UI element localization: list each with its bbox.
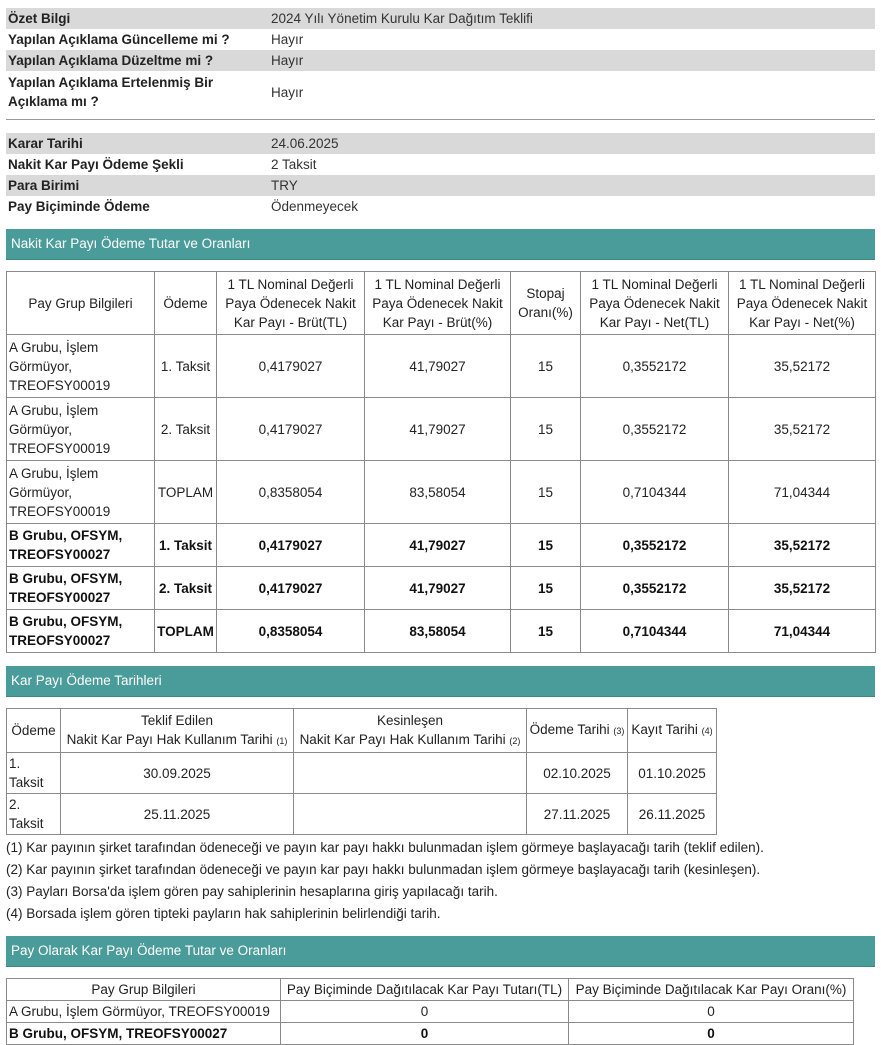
summary-row [6,29,875,50]
summary-row [6,71,875,113]
disclosure-page [6,8,875,1045]
cell-gross-pct: 83,58054 [365,610,511,653]
cell-net-pct: 71,04344 [729,461,876,524]
table-header-row [7,979,854,1001]
cell-record-date: 26.11.2025 [628,794,717,835]
cell-gross-pct: 41,79027 [365,567,511,610]
stock-dividend-table [6,978,854,1045]
footnotes [6,837,875,925]
cell-withholding: 15 [511,461,581,524]
col-header-final-top: Kesinleşen [376,712,444,728]
col-header-net-pct: 1 TL Nominal Değerli Paya Ödenecek Nakit Kar Payı - Net(%) [729,272,876,335]
cell-withholding: 15 [511,398,581,461]
cell-net-tl: 0,3552172 [581,524,729,567]
dividend-dates-table [6,708,717,835]
cell-payment: 1. Taksit [7,753,61,794]
cell-stock-amount: 0 [281,1023,569,1045]
table-row [7,1023,854,1045]
col-header-proposed [61,709,294,753]
footnote-ref: (2) [509,735,521,746]
table-row [7,398,876,461]
cell-gross-pct: 41,79027 [365,335,511,398]
cell-group: B Grubu, OFSYM, TREOFSY00027 [7,1023,281,1045]
cell-net-pct: 35,52172 [729,567,876,610]
summary-value: Hayır [267,50,875,71]
cell-net-pct: 35,52172 [729,398,876,461]
summary-row [6,50,875,71]
footnote-ref: (4) [701,726,713,736]
cell-net-pct: 35,52172 [729,524,876,567]
cell-gross-tl: 0,4179027 [217,335,365,398]
col-header-stock-amount: Pay Biçiminde Dağıtılacak Kar Payı Tutarı(TL) [281,979,569,1001]
summary-row [6,8,875,29]
decision-value: Ödenmeyecek [271,199,359,214]
cell-net-tl: 0,3552172 [581,567,729,610]
cell-group: B Grubu, OFSYM, TREOFSY00027 [7,567,155,610]
decision-row [6,175,875,196]
col-header-group: Pay Grup Bilgileri [7,272,155,335]
cell-pay-date: 02.10.2025 [527,753,628,794]
col-header-payment: Ödeme [7,709,61,753]
cell-group: A Grubu, İşlem Görmüyor, TREOFSY00019 [7,1001,281,1023]
cash-section-header: Nakit Kar Payı Ödeme Tutar ve Oranları [6,229,875,259]
table-row [7,1001,854,1023]
summary-key: Yapılan Açıklama Düzeltme mi ? [6,50,267,71]
decision-row [6,154,875,175]
summary-value: 2024 Yılı Yönetim Kurulu Kar Dağıtım Teklifi [267,8,875,29]
cell-gross-tl: 0,8358054 [217,461,365,524]
decision-key: Pay Biçiminde Ödeme [8,199,150,214]
cell-gross-pct: 41,79027 [365,524,511,567]
decision-value: TRY [267,175,875,196]
col-header-proposed-bottom [63,730,291,751]
cell-stock-rate: 0 [569,1023,854,1045]
cell-gross-tl: 0,4179027 [217,567,365,610]
decision-key: Nakit Kar Payı Ödeme Şekli [8,157,184,172]
table-header-row [7,709,717,753]
cell-payment: TOPLAM [155,610,217,653]
col-header-group: Pay Grup Bilgileri [7,979,281,1001]
cell-payment: TOPLAM [155,461,217,524]
table-row [7,794,717,835]
cell-gross-pct: 41,79027 [365,398,511,461]
cell-group: B Grubu, OFSYM, TREOFSY00027 [7,610,155,653]
summary-table [6,8,875,113]
decision-value: 24.06.2025 [267,133,875,154]
stock-section-header: Pay Olarak Kar Payı Ödeme Tutar ve Oranları [6,936,875,966]
cell-net-tl: 0,7104344 [581,461,729,524]
table-row [7,461,876,524]
table-row [7,610,876,653]
cell-payment: 2. Taksit [155,398,217,461]
cell-payment: 2. Taksit [7,794,61,835]
footnote-ref: (3) [613,726,625,736]
cell-withholding: 15 [511,524,581,567]
summary-key: Yapılan Açıklama Güncelleme mi ? [8,32,230,47]
col-header-pay-date [527,709,628,753]
cell-net-pct: 71,04344 [729,610,876,653]
footnote: (2) Kar payının şirket tarafından ödeneceği ve payın kar payı hakkı bulunmadan işlem görmeye başlayacağı tarih (kesinleşen). [6,862,761,877]
col-header-final-bottom [296,730,524,751]
cell-proposed-date: 30.09.2025 [61,753,294,794]
dates-section-header: Kar Payı Ödeme Tarihleri [6,666,875,696]
summary-key: Özet Bilgi [6,8,267,29]
table-row [7,753,717,794]
table-row [7,567,876,610]
col-header-gross-pct: 1 TL Nominal Değerli Paya Ödenecek Nakit Kar Payı - Brüt(%) [365,272,511,335]
cell-final-date [294,794,527,835]
divider [6,119,875,120]
decision-key: Para Birimi [6,175,267,196]
col-header-net-tl: 1 TL Nominal Değerli Paya Ödenecek Nakit Kar Payı - Net(TL) [581,272,729,335]
col-header-final [294,709,527,753]
cell-final-date [294,753,527,794]
cash-dividend-table [6,271,876,653]
decision-key: Karar Tarihi [6,133,267,154]
col-header-payment: Ödeme [155,272,217,335]
cell-group: B Grubu, OFSYM, TREOFSY00027 [7,524,155,567]
summary-value: Hayır [271,32,304,47]
col-header-proposed-label: Nakit Kar Payı Hak Kullanım Tarihi [66,731,273,747]
cell-gross-tl: 0,8358054 [217,610,365,653]
col-header-final-label: Nakit Kar Payı Hak Kullanım Tarihi [299,731,506,747]
cell-withholding: 15 [511,335,581,398]
cell-proposed-date: 25.11.2025 [61,794,294,835]
cell-net-pct: 35,52172 [729,335,876,398]
cell-payment: 1. Taksit [155,524,217,567]
col-header-record-date [628,709,717,753]
cell-payment: 2. Taksit [155,567,217,610]
table-header-row [7,272,876,335]
col-header-proposed-top: Teklif Edilen [140,712,214,728]
col-header-gross-tl: 1 TL Nominal Değerli Paya Ödenecek Nakit Kar Payı - Brüt(TL) [217,272,365,335]
col-header-pay-date-label: Ödeme Tarihi [529,722,610,737]
col-header-stock-rate: Pay Biçiminde Dağıtılacak Kar Payı Oranı(%) [569,979,854,1001]
cell-record-date: 01.10.2025 [628,753,717,794]
cell-net-tl: 0,3552172 [581,335,729,398]
cell-group: A Grubu, İşlem Görmüyor, TREOFSY00019 [7,398,155,461]
decision-row [6,196,875,217]
col-header-withholding: Stopaj Oranı(%) [511,272,581,335]
cell-gross-pct: 83,58054 [365,461,511,524]
footnote: (4) Borsada işlem gören tipteki payların hak sahiplerinin belirlendiği tarih. [6,906,441,921]
cell-group: A Grubu, İşlem Görmüyor, TREOFSY00019 [7,461,155,524]
cell-net-tl: 0,3552172 [581,398,729,461]
cell-stock-amount: 0 [281,1001,569,1023]
decision-table [6,133,875,217]
footnote-ref: (1) [276,735,288,746]
cell-group: A Grubu, İşlem Görmüyor, TREOFSY00019 [7,335,155,398]
table-row [7,524,876,567]
cell-payment: 1. Taksit [155,335,217,398]
footnote: (3) Payları Borsa'da işlem gören pay sahiplerinin hesaplarına giriş yapılacağı tarih. [6,884,498,899]
cell-gross-tl: 0,4179027 [217,524,365,567]
table-row [7,335,876,398]
cell-gross-tl: 0,4179027 [217,398,365,461]
cell-net-tl: 0,7104344 [581,610,729,653]
cell-stock-rate: 0 [569,1001,854,1023]
decision-row [6,133,875,154]
summary-key: Yapılan Açıklama Ertelenmiş Bir Açıklama mı ? [8,75,214,109]
footnote: (1) Kar payının şirket tarafından ödeneceği ve payın kar payı hakkı bulunmadan işlem görmeye başlayacağı tarih (teklif edilen). [6,840,764,855]
cell-withholding: 15 [511,610,581,653]
col-header-record-date-label: Kayıt Tarihi [631,722,698,737]
cell-withholding: 15 [511,567,581,610]
decision-value: 2 Taksit [271,157,317,172]
summary-value: Hayır [271,84,304,100]
cell-pay-date: 27.11.2025 [527,794,628,835]
